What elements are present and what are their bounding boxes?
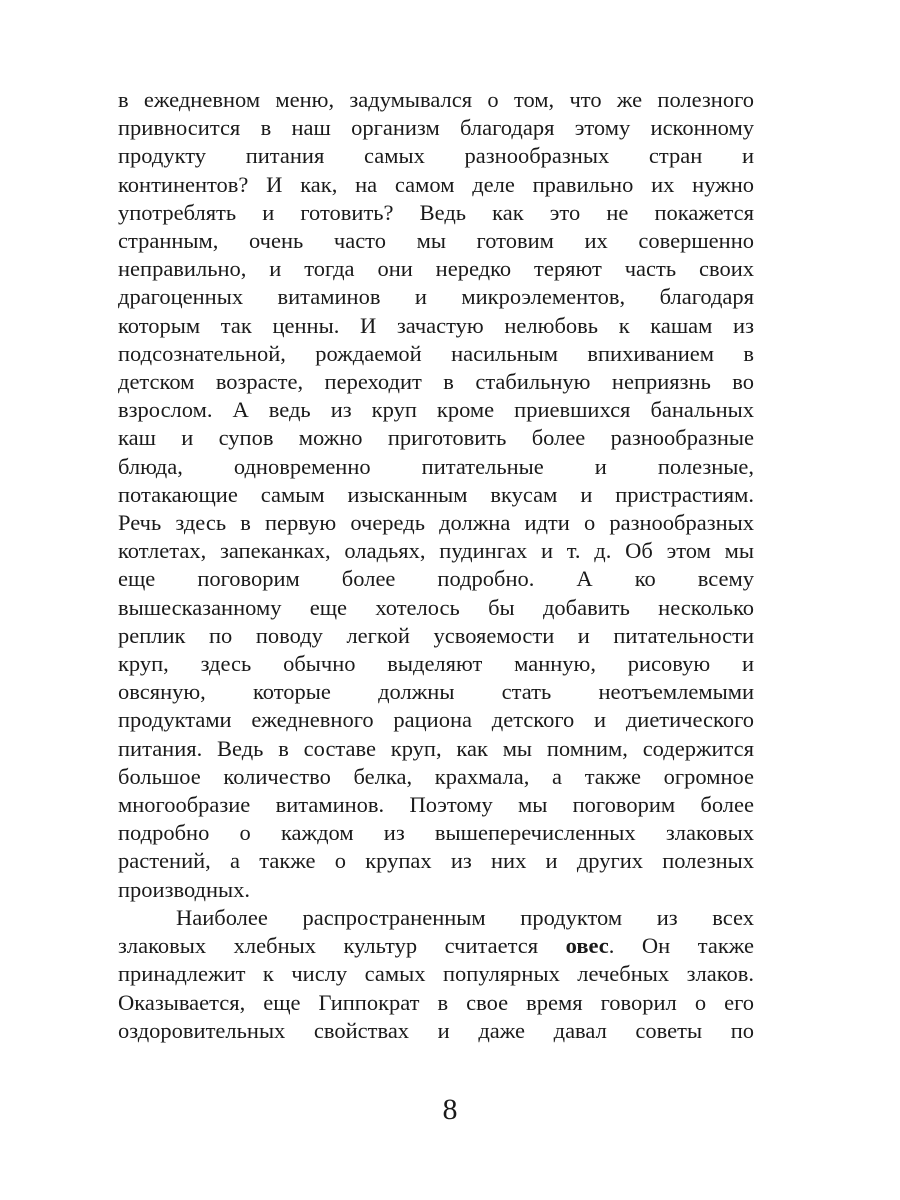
text-line: взрослом. А ведь из круп кроме приевшихся банальных xyxy=(118,397,754,423)
text-line: блюда, одновременно питательные и полезные, xyxy=(118,453,754,479)
text-line: принадлежит к числу самых популярных лечебных злаков. xyxy=(118,961,754,987)
text-line: многообразие витаминов. Поэтому мы поговорим более xyxy=(118,792,754,818)
text-line: в ежедневном меню, задумывался о том, что же полезного xyxy=(118,87,754,112)
text-line: питания. Ведь в составе круп, как мы помним, содержится xyxy=(118,735,754,761)
text-fragment: . Он также xyxy=(608,933,754,959)
text-line: котлетах, запеканках, оладьях, пудингах и т. д. Об этом мы xyxy=(118,538,754,564)
text-line: Наиболее распространенным продуктом из всех xyxy=(176,904,754,930)
text-line: драгоценных витаминов и микроэлементов, благодаря xyxy=(118,284,754,310)
text-line: продукту питания самых разнообразных стран и xyxy=(118,143,754,169)
text-line: которым так ценны. И зачастую нелюбовь к кашам из xyxy=(118,312,754,338)
text-line: овсяную, которые должны стать неотъемлемыми xyxy=(118,679,754,705)
text-line: подробно о каждом из вышеперечисленных злаковых xyxy=(118,820,754,846)
text-line: большое количество белка, крахмала, а также огромное xyxy=(118,763,754,789)
page-number: 8 xyxy=(442,1093,458,1126)
text-line: детском возрасте, переходит в стабильную неприязнь во xyxy=(118,369,754,395)
text-line: неправильно, и тогда они нередко теряют часть своих xyxy=(118,256,754,282)
text-line: вышесказанному еще хотелось бы добавить несколько xyxy=(118,594,754,620)
text-line: употреблять и готовить? Ведь как это не покажется xyxy=(118,199,754,225)
text-line: континентов? И как, на самом деле правильно их нужно xyxy=(118,171,754,197)
body-text xyxy=(118,86,754,1045)
text-line: потакающие самым изысканным вкусам и пристрастиям. xyxy=(118,481,754,507)
highlighted-term: овес xyxy=(565,933,609,959)
text-line: оздоровительных свойствах и даже давал советы по xyxy=(118,1017,754,1043)
text-line: реплик по поводу легкой усвояемости и питательности xyxy=(118,622,754,648)
text-line: привносится в наш организм благодаря этому исконному xyxy=(118,115,754,141)
paragraph-2 xyxy=(118,904,754,1045)
text-line: странным, очень часто мы готовим их совершенно xyxy=(118,228,754,254)
text-line: Речь здесь в первую очередь должна идти о разнообразных xyxy=(118,510,754,536)
paragraph-1 xyxy=(118,86,754,904)
text-line: каш и супов можно приготовить более разнообразные xyxy=(118,425,754,451)
text-line: подсознательной, рождаемой насильным впихиванием в xyxy=(118,340,754,366)
text-line: Оказывается, еще Гиппократ в свое время говорил о его xyxy=(118,989,754,1015)
text-line: еще поговорим более подробно. А ко всему xyxy=(118,566,754,592)
text-line: круп, здесь обычно выделяют манную, рисовую и xyxy=(118,651,754,677)
text-line: продуктами ежедневного рациона детского и диетического xyxy=(118,707,754,733)
text-line-with-term xyxy=(118,932,754,960)
text-line: производных. xyxy=(118,876,251,902)
text-line: растений, а также о крупах из них и других полезных xyxy=(118,848,754,874)
text-fragment: злаковых хлебных культур считается xyxy=(118,933,566,959)
